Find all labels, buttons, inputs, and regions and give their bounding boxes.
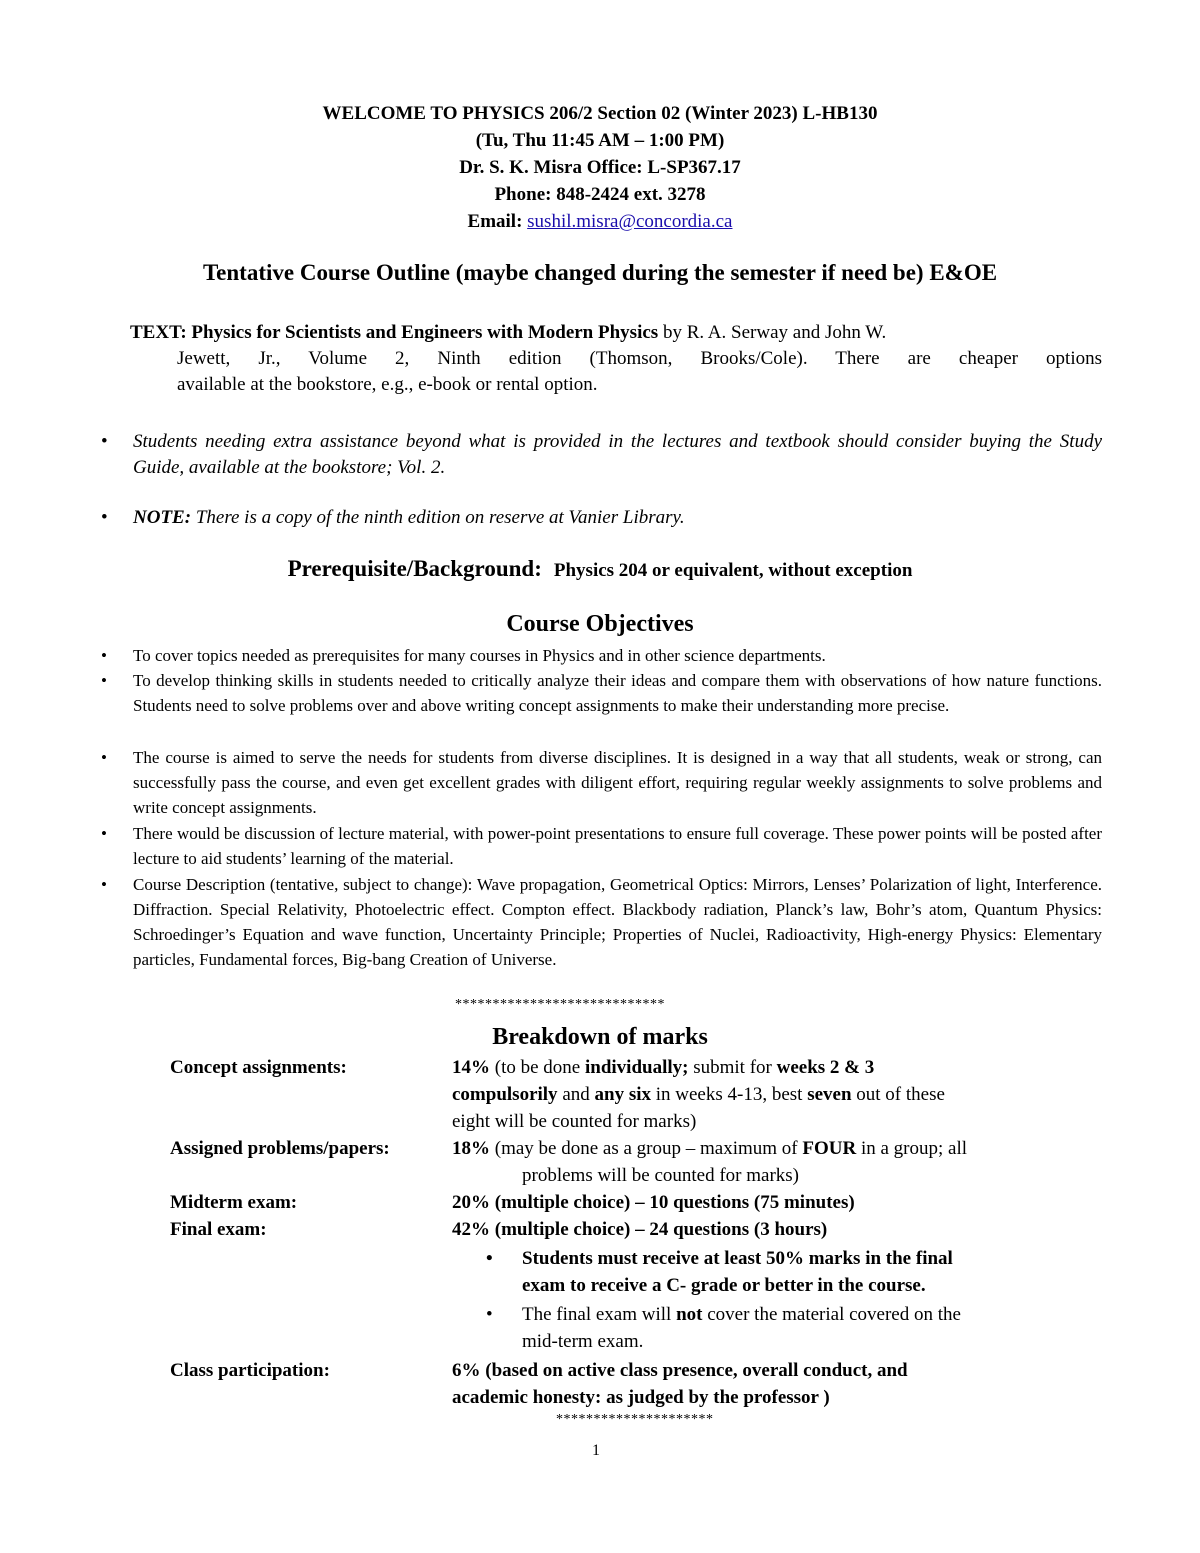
- objective-item: • There would be discussion of lecture material, with power-point presentations to ensure full coverage. These power points will be posted after lecture to aid students’ learning of the material.: [133, 821, 1102, 871]
- outline-title: Tentative Course Outline (maybe changed during the semester if need be) E&OE: [202, 260, 998, 285]
- bullet-icon: •: [486, 1304, 493, 1325]
- concept-assignments-line-3: eight will be counted for marks): [452, 1111, 697, 1132]
- text-line-3: available at the bookstore, e.g., e-book or rental option.: [177, 374, 598, 395]
- objectives-title: Course Objectives: [506, 611, 694, 637]
- midterm-value: 20% (multiple choice) – 10 questions (75 minutes): [452, 1192, 855, 1213]
- marks-title: Breakdown of marks: [492, 1024, 708, 1050]
- textbook-title: Physics for Scientists and Engineers with Modern Physics: [191, 322, 659, 343]
- concept-assignments-line-1: 14% (to be done individually; submit for weeks 2 & 3: [452, 1057, 875, 1078]
- prerequisite-value: Physics 204 or equivalent, without exception: [553, 560, 913, 581]
- instructor-phone: Phone: 848-2424 ext. 3278: [494, 184, 706, 205]
- objective-item: • Course Description (tentative, subject to change): Wave propagation, Geometrical Optics: Mirrors, Lenses’ Polarization of light, Interference. Diffraction. Special Relativity, Photoelectric effect. Compton effect. Blackbody radiation, Planck’s law, Bohr’s atom, Quantum Physics: Schroedinger’s Equation and wave function, Uncertainty Principle; Properties of Nuclei, Radioactivity, High-energy Physics: Elementary particles, Fundamental forces, Big-bang Creation of Universe.: [133, 872, 1102, 972]
- textbook-authors: by R. A. Serway and John W.: [658, 322, 887, 343]
- final-coverage-line-2: mid-term exam.: [522, 1331, 644, 1352]
- prerequisite-line: [0, 556, 1200, 582]
- text-label: TEXT:: [130, 322, 187, 343]
- participation-line-2: academic honesty: as judged by the professor ): [452, 1387, 830, 1408]
- email-label: Email:: [467, 211, 523, 232]
- participation-line-1: 6% (based on active class presence, overall conduct, and: [452, 1360, 908, 1381]
- objective-item: • To cover topics needed as prerequisites for many courses in Physics and in other science departments.: [133, 643, 1102, 668]
- assigned-problems-line-1: 18% (may be done as a group – maximum of FOUR in a group; all: [452, 1138, 968, 1159]
- final-requirement-line-2: exam to receive a C- grade or better in the course.: [522, 1275, 926, 1296]
- bullet-icon: •: [486, 1248, 493, 1269]
- instructor-email-line: [0, 209, 1200, 235]
- final-coverage-line-1: The final exam will not cover the material covered on the: [522, 1304, 961, 1325]
- bullet-icon: •: [101, 875, 107, 894]
- separator-stars: ****************************: [455, 997, 665, 1012]
- final-exam-value: 42% (multiple choice) – 24 questions (3 hours): [452, 1219, 828, 1240]
- text-line-1: [130, 320, 1102, 346]
- page-number: 1: [592, 1442, 600, 1459]
- instructor-office: Dr. S. K. Misra Office: L-SP367.17: [459, 157, 741, 178]
- class-schedule: (Tu, Thu 11:45 AM – 1:00 PM): [475, 130, 725, 151]
- objective-item: • The course is aimed to serve the needs for students from diverse disciplines. It is designed in a way that all students, weak or strong, can successfully pass the course, and even get excellent grades with diligent effort, requiring regular weekly assignments to solve problems and write concept assignments.: [133, 745, 1102, 820]
- concept-assignments-label: Concept assignments:: [170, 1057, 347, 1078]
- email-link[interactable]: sushil.misra@concordia.ca: [527, 211, 733, 232]
- final-requirement-line-1: Students must receive at least 50% marks in the final: [522, 1248, 953, 1269]
- final-exam-label: Final exam:: [170, 1219, 267, 1240]
- bullet-icon: •: [101, 431, 108, 452]
- bullet-icon: •: [101, 671, 107, 690]
- reserve-note: • NOTE: There is a copy of the ninth edition on reserve at Vanier Library.: [133, 505, 1102, 531]
- text-line-2: Jewett, Jr., Volume 2, Ninth edition (Thomson, Brooks/Cole). There are cheaper options: [177, 348, 1102, 369]
- assigned-problems-label: Assigned problems/papers:: [170, 1138, 390, 1159]
- assigned-problems-line-2: problems will be counted for marks): [522, 1165, 800, 1186]
- bullet-icon: •: [101, 646, 107, 665]
- bullet-icon: •: [101, 824, 107, 843]
- course-title: WELCOME TO PHYSICS 206/2 Section 02 (Winter 2023) L-HB130: [322, 103, 878, 124]
- participation-label: Class participation:: [170, 1360, 330, 1381]
- prerequisite-label: Prerequisite/Background:: [287, 556, 542, 581]
- concept-assignments-line-2: compulsorily and any six in weeks 4-13, best seven out of these: [452, 1084, 945, 1105]
- study-guide-note: • Students needing extra assistance beyond what is provided in the lectures and textbook should consider buying the Study Guide, available at the bookstore; Vol. 2.: [101, 431, 1102, 478]
- midterm-label: Midterm exam:: [170, 1192, 298, 1213]
- separator-stars-end: *********************: [556, 1412, 714, 1427]
- objective-item: • To develop thinking skills in students needed to critically analyze their ideas and compare them with observations of how nature functions. Students need to solve problems over and above writing concept assignments to make their understanding more precise.: [133, 668, 1102, 718]
- bullet-icon: •: [101, 748, 107, 767]
- bullet-icon: •: [101, 507, 108, 528]
